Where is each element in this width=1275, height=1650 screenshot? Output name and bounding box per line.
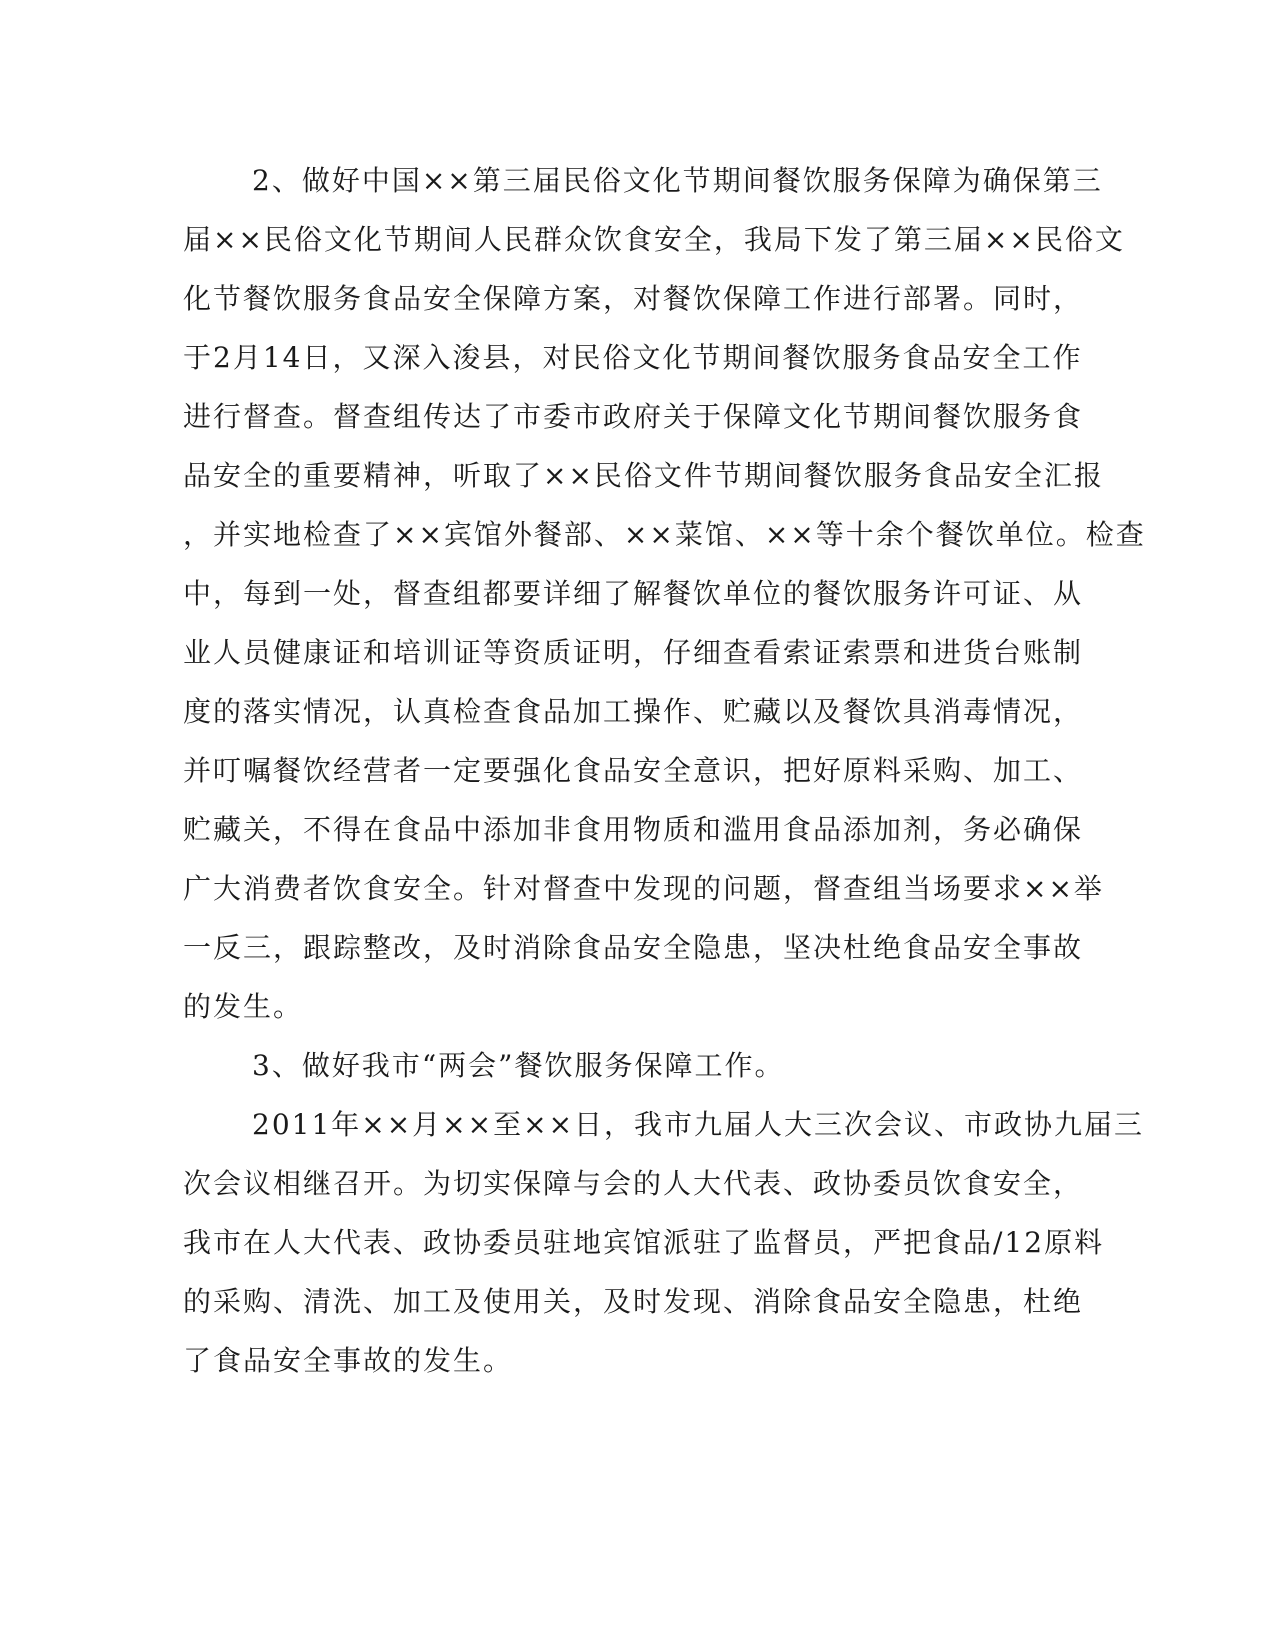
paragraph-2-line-11: 并叮嘱餐饮经营者一定要强化食品安全意识，把好原料采购、加工、 bbox=[183, 754, 1084, 787]
paragraph-3-line-4: 的采购、清洗、加工及使用关，及时发现、消除食品安全隐患，杜绝 bbox=[183, 1285, 1084, 1318]
paragraph-2-line-13: 广大消费者饮食安全。针对督查中发现的问题，督查组当场要求××举 bbox=[183, 872, 1104, 905]
paragraph-2-line-12: 贮藏关，不得在食品中添加非食用物质和滥用食品添加剂，务必确保 bbox=[183, 813, 1084, 846]
paragraph-2-line-1: 2、做好中国××第三届民俗文化节期间餐饮服务保障为确保第三 bbox=[252, 164, 1103, 197]
section-3-heading: 3、做好我市“两会”餐饮服务保障工作。 bbox=[252, 1049, 785, 1082]
paragraph-2-line-6: 品安全的重要精神，听取了××民俗文件节期间餐饮服务食品安全汇报 bbox=[183, 459, 1104, 492]
paragraph-2-line-9: 业人员健康证和培训证等资质证明，仔细查看索证索票和进货台账制 bbox=[183, 636, 1084, 669]
paragraph-2-line-8: 中，每到一处，督查组都要详细了解餐饮单位的餐饮服务许可证、从 bbox=[183, 577, 1084, 610]
paragraph-3-line-2: 次会议相继召开。为切实保障与会的人大代表、政协委员饮食安全， bbox=[183, 1167, 1084, 1200]
paragraph-2-line-2: 届××民俗文化节期间人民群众饮食安全，我局下发了第三届××民俗文 bbox=[183, 223, 1125, 256]
paragraph-3-line-5: 了食品安全事故的发生。 bbox=[183, 1344, 514, 1377]
paragraph-2-line-3: 化节餐饮服务食品安全保障方案，对餐饮保障工作进行部署。同时， bbox=[183, 282, 1084, 315]
paragraph-2-line-5: 进行督查。督查组传达了市委市政府关于保障文化节期间餐饮服务食 bbox=[183, 400, 1084, 433]
paragraph-2-line-10: 度的落实情况，认真检查食品加工操作、贮藏以及餐饮具消毒情况， bbox=[183, 695, 1084, 728]
paragraph-2-line-14: 一反三，跟踪整改，及时消除食品安全隐患，坚决杜绝食品安全事故 bbox=[183, 931, 1084, 964]
paragraph-2-line-7: ，并实地检查了××宾馆外餐部、××菜馆、××等十余个餐饮单位。检查 bbox=[183, 518, 1146, 551]
paragraph-3-line-3: 我市在人大代表、政协委员驻地宾馆派驻了监督员，严把食品/12原料 bbox=[183, 1226, 1105, 1259]
paragraph-3-line-1: 2011年××月××至××日，我市九届人大三次会议、市政协九届三 bbox=[252, 1108, 1145, 1141]
paragraph-2-line-4: 于2月14日，又深入浚县，对民俗文化节期间餐饮服务食品安全工作 bbox=[183, 341, 1083, 374]
paragraph-2-line-15: 的发生。 bbox=[183, 990, 304, 1023]
